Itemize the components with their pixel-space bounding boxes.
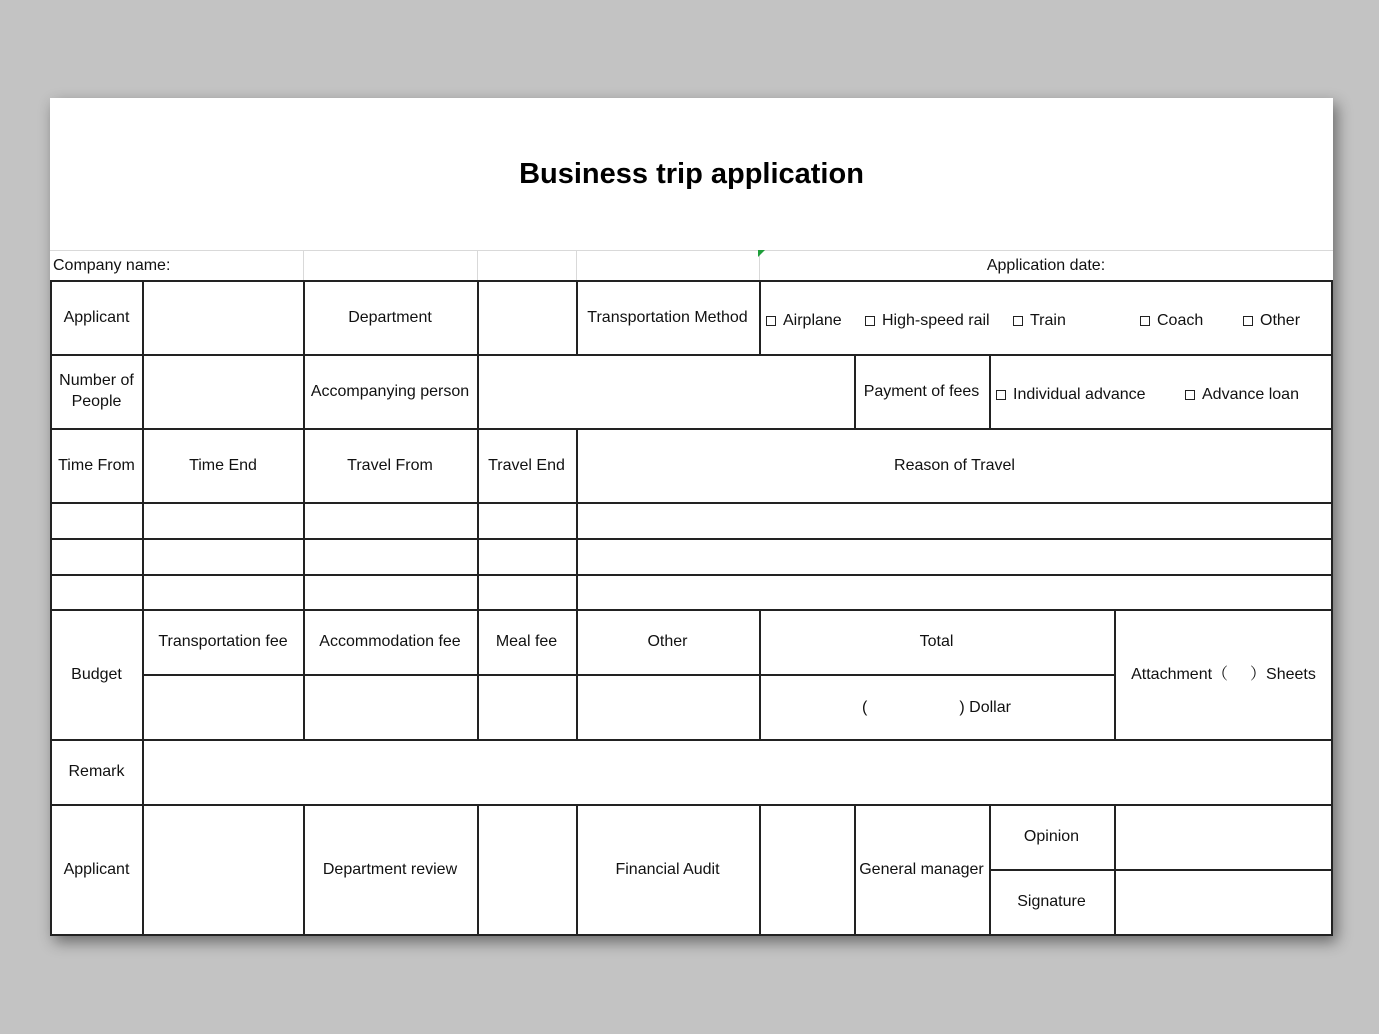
accompanying-person-text: Accompanying person <box>310 382 470 400</box>
travel-end-header <box>477 428 576 502</box>
number-of-people-label <box>50 354 143 428</box>
remark-text: Remark <box>68 763 125 780</box>
other-fee-value[interactable] <box>576 674 759 739</box>
remark-label <box>50 739 143 804</box>
travel-end-text: Travel End <box>488 456 565 474</box>
option-airplane[interactable] <box>766 310 842 331</box>
travel-row-1[interactable] <box>50 502 1333 538</box>
header-gridline-v <box>303 250 304 280</box>
department-text: Department <box>348 308 432 326</box>
department-label <box>303 280 477 354</box>
financial-audit-value[interactable] <box>759 804 854 934</box>
checkbox-icon[interactable] <box>865 316 875 326</box>
signoff-applicant-value[interactable] <box>143 804 303 934</box>
meal-fee-value[interactable] <box>477 674 576 739</box>
option-advance-loan[interactable] <box>1185 384 1299 405</box>
signoff-applicant-label <box>50 804 143 934</box>
general-manager-text: General manager <box>859 860 984 878</box>
signoff-applicant-text: Applicant <box>63 860 130 878</box>
transportation-options <box>759 280 1333 354</box>
option-individual-advance-label: Individual advance <box>1013 385 1146 403</box>
transportation-fee-text: Transportation fee <box>158 633 288 650</box>
application-date-text: Application date: <box>986 257 1106 274</box>
time-from-header <box>50 428 143 502</box>
department-value[interactable] <box>477 280 576 354</box>
checkbox-icon[interactable] <box>1013 316 1023 326</box>
opinion-text: Opinion <box>1023 828 1080 845</box>
transportation-method-text: Transportation Method <box>587 308 748 326</box>
accommodation-fee-text: Accommodation fee <box>319 633 461 650</box>
attachment-sheets[interactable] <box>1114 609 1333 739</box>
total-label <box>759 609 1114 674</box>
travel-row-2[interactable] <box>50 538 1333 574</box>
option-other[interactable] <box>1243 310 1300 331</box>
travel-from-text: Travel From <box>347 456 433 474</box>
department-review-label <box>303 804 477 934</box>
budget-text: Budget <box>71 665 122 683</box>
accompanying-person-label <box>303 354 477 428</box>
payment-of-fees-text: Payment of fees <box>863 382 980 400</box>
financial-audit-text: Financial Audit <box>615 860 720 878</box>
option-train-label: Train <box>1030 311 1066 329</box>
company-name-text: Company name: <box>53 257 171 274</box>
header-gridline-v <box>477 250 478 280</box>
checkbox-icon[interactable] <box>1140 316 1150 326</box>
dollar-label: ) Dollar <box>959 698 1011 716</box>
option-coach[interactable] <box>1140 310 1203 331</box>
general-manager-label <box>854 804 989 934</box>
transportation-fee-value[interactable] <box>143 674 303 739</box>
form-sheet <box>50 98 1333 936</box>
other-fee-text: Other <box>647 633 688 650</box>
option-individual-advance[interactable] <box>996 384 1146 405</box>
budget-label <box>50 609 143 739</box>
applicant-value[interactable] <box>143 280 303 354</box>
attachment-label: Attachment（ <box>1131 665 1229 683</box>
option-other-label: Other <box>1260 311 1301 329</box>
department-review-value[interactable] <box>477 804 576 934</box>
sheets-label: ）Sheets <box>1250 665 1316 683</box>
travel-row-3[interactable] <box>50 574 1333 609</box>
number-of-people-text: Number of People <box>59 372 134 410</box>
accompanying-person-value[interactable] <box>477 354 854 428</box>
opinion-value[interactable] <box>1114 804 1333 869</box>
option-coach-label: Coach <box>1157 311 1204 329</box>
reason-of-travel-text: Reason of Travel <box>894 456 1015 474</box>
travel-from-header <box>303 428 477 502</box>
transportation-method-label <box>576 280 759 354</box>
payment-of-fees-label <box>854 354 989 428</box>
accommodation-fee-label <box>303 609 477 674</box>
reason-of-travel-header <box>576 428 1333 502</box>
signature-value[interactable] <box>1114 869 1333 934</box>
time-end-text: Time End <box>189 456 257 474</box>
accommodation-fee-value[interactable] <box>303 674 477 739</box>
dollar-open-paren: ( <box>862 698 868 716</box>
other-fee-label <box>576 609 759 674</box>
time-end-header <box>143 428 303 502</box>
form-title-text: Business trip application <box>519 157 864 190</box>
checkbox-icon[interactable] <box>996 390 1006 400</box>
total-dollar-value[interactable] <box>759 674 1114 739</box>
time-from-text: Time From <box>58 456 135 474</box>
total-text: Total <box>919 633 954 650</box>
department-review-text: Department review <box>322 860 458 878</box>
application-date-label[interactable] <box>759 250 1333 281</box>
checkbox-icon[interactable] <box>766 316 776 326</box>
meal-fee-text: Meal fee <box>495 633 558 650</box>
signature-text: Signature <box>1017 893 1086 910</box>
header-gridline-v <box>576 250 577 280</box>
form-title <box>50 98 1333 250</box>
option-high-speed-rail-label: High-speed rail <box>882 311 990 329</box>
transportation-fee-label <box>143 609 303 674</box>
grid-line <box>50 934 1333 936</box>
option-airplane-label: Airplane <box>783 311 842 329</box>
company-name-label[interactable] <box>53 250 303 281</box>
remark-value[interactable] <box>143 739 1333 804</box>
financial-audit-label <box>576 804 759 934</box>
number-of-people-value[interactable] <box>143 354 303 428</box>
signature-label <box>989 869 1114 934</box>
opinion-label <box>989 804 1114 869</box>
applicant-text: Applicant <box>63 308 130 326</box>
checkbox-icon[interactable] <box>1185 390 1195 400</box>
option-advance-loan-label: Advance loan <box>1202 385 1299 403</box>
meal-fee-label <box>477 609 576 674</box>
applicant-label <box>50 280 143 354</box>
option-train[interactable] <box>1013 310 1066 331</box>
checkbox-icon[interactable] <box>1243 316 1253 326</box>
option-high-speed-rail[interactable] <box>865 310 990 331</box>
payment-options <box>989 354 1333 428</box>
